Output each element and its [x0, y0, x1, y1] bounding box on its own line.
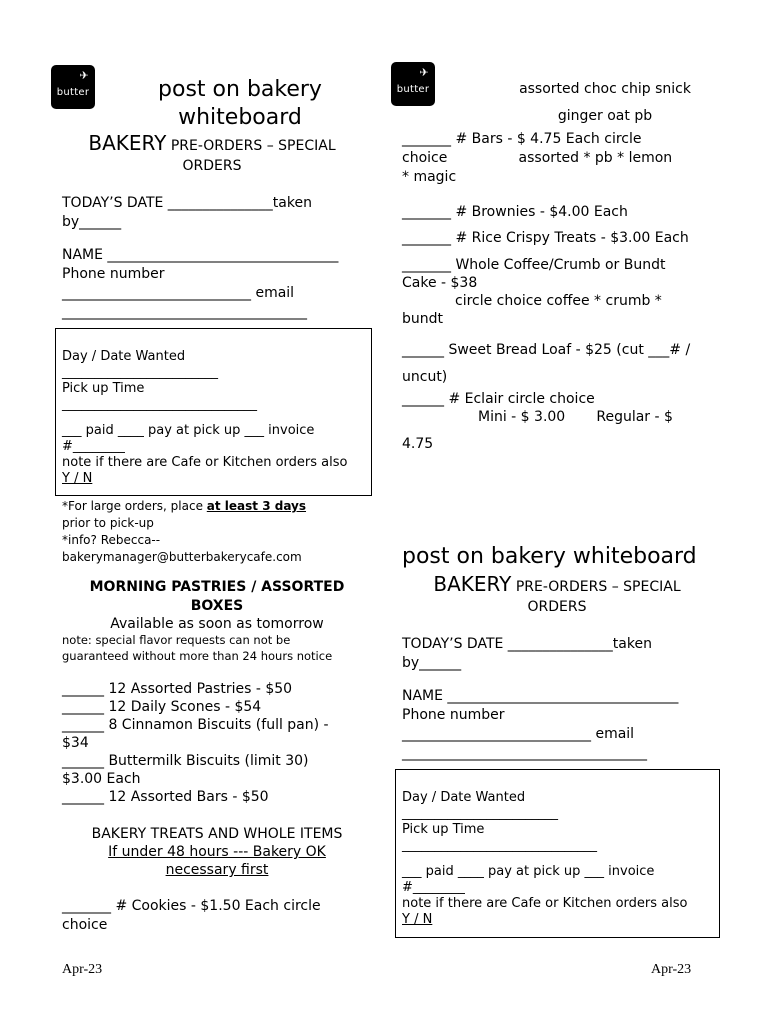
right-brownies: _______ # Brownies - $4.00 Each	[402, 204, 628, 220]
list-item: ______ Buttermilk Biscuits (limit 30)	[62, 753, 309, 769]
left-pastries-heading: MORNING PASTRIES / ASSORTED BOXES	[89, 579, 345, 614]
list-item: ______ 12 Assorted Bars - $50	[62, 789, 269, 805]
right-bakery-heading: BAKERY PRE-ORDERS – SPECIAL ORDERS	[433, 572, 681, 615]
left-title: post on bakery whiteboard	[158, 77, 322, 130]
right-eclair: ______ # Eclair circle choice Mini - $ 3.00 Regular - $ 4.75	[402, 391, 673, 452]
left-pickup-box: Day / Date Wanted ________________________ Pick up Time ______________________________ ___ paid ____ pay at pick up ___ invoice #________ note if there are Cafe or Kitchen orders also Y / N	[55, 328, 372, 496]
logo-text: butter	[396, 83, 430, 95]
left-cookies: _______ # Cookies - $1.50 Each circle choice	[62, 898, 321, 933]
right-name-phone: NAME _________________________________ Phone number ___________________________ email ___________________________________	[402, 688, 679, 761]
right-flavors: assorted choc chip snick ginger oat pb	[519, 81, 691, 124]
left-bakery-heading: BAKERY PRE-ORDERS – SPECIAL ORDERS	[88, 131, 336, 174]
butter-logo	[391, 62, 435, 106]
right-todays-date: TODAY’S DATE _______________taken by______	[402, 636, 652, 671]
left-available: Available as soon as tomorrow	[110, 616, 324, 632]
right-cake: _______ Whole Coffee/Crumb or Bundt Cake - $38 circle choice coffee * crumb * bundt	[402, 257, 666, 327]
list-item: ______ 8 Cinnamon Biscuits (full pan) -	[62, 717, 329, 733]
right-rice-crispy: _______ # Rice Crispy Treats - $3.00 Each	[402, 230, 689, 246]
right-title: post on bakery whiteboard	[402, 544, 697, 569]
left-large-orders: *For large orders, place at least 3 days prior to pick-up *info? Rebecca-- bakerymanager@butterbakerycafe.com	[62, 499, 307, 564]
right-bread: ______ Sweet Bread Loaf - $25 (cut ___# / uncut)	[402, 342, 691, 385]
right-bars: _______ # Bars - $ 4.75 Each circle choice assorted * pb * lemon * magic	[402, 131, 673, 185]
left-pastry-items	[62, 680, 329, 806]
left-note: note: special flavor requests can not be guaranteed without more than 24 hours notice	[62, 633, 333, 663]
list-item: ______ 12 Assorted Pastries - $50	[62, 681, 293, 697]
left-footer-date: Apr-23	[62, 962, 103, 977]
butter-logo	[51, 65, 95, 109]
list-item: $34	[62, 735, 89, 751]
bird-icon: ✈	[79, 69, 89, 82]
logo-text: butter	[56, 86, 90, 98]
left-todays-date: TODAY’S DATE _______________taken by______	[62, 195, 312, 230]
list-item: ______ 12 Daily Scones - $54	[62, 699, 262, 715]
right-footer-date: Apr-23	[651, 962, 692, 977]
left-name-phone: NAME _________________________________ Phone number ___________________________ email ___________________________________	[62, 247, 339, 320]
list-item: $3.00 Each	[62, 771, 141, 787]
right-pickup-box: Day / Date Wanted ________________________ Pick up Time ______________________________ ___ paid ____ pay at pick up ___ invoice #________ note if there are Cafe or Kitchen orders also Y / N	[395, 769, 720, 938]
left-treats-heading: BAKERY TREATS AND WHOLE ITEMS If under 48 hours --- Bakery OK necessary first	[91, 826, 343, 878]
bird-icon: ✈	[419, 66, 429, 79]
